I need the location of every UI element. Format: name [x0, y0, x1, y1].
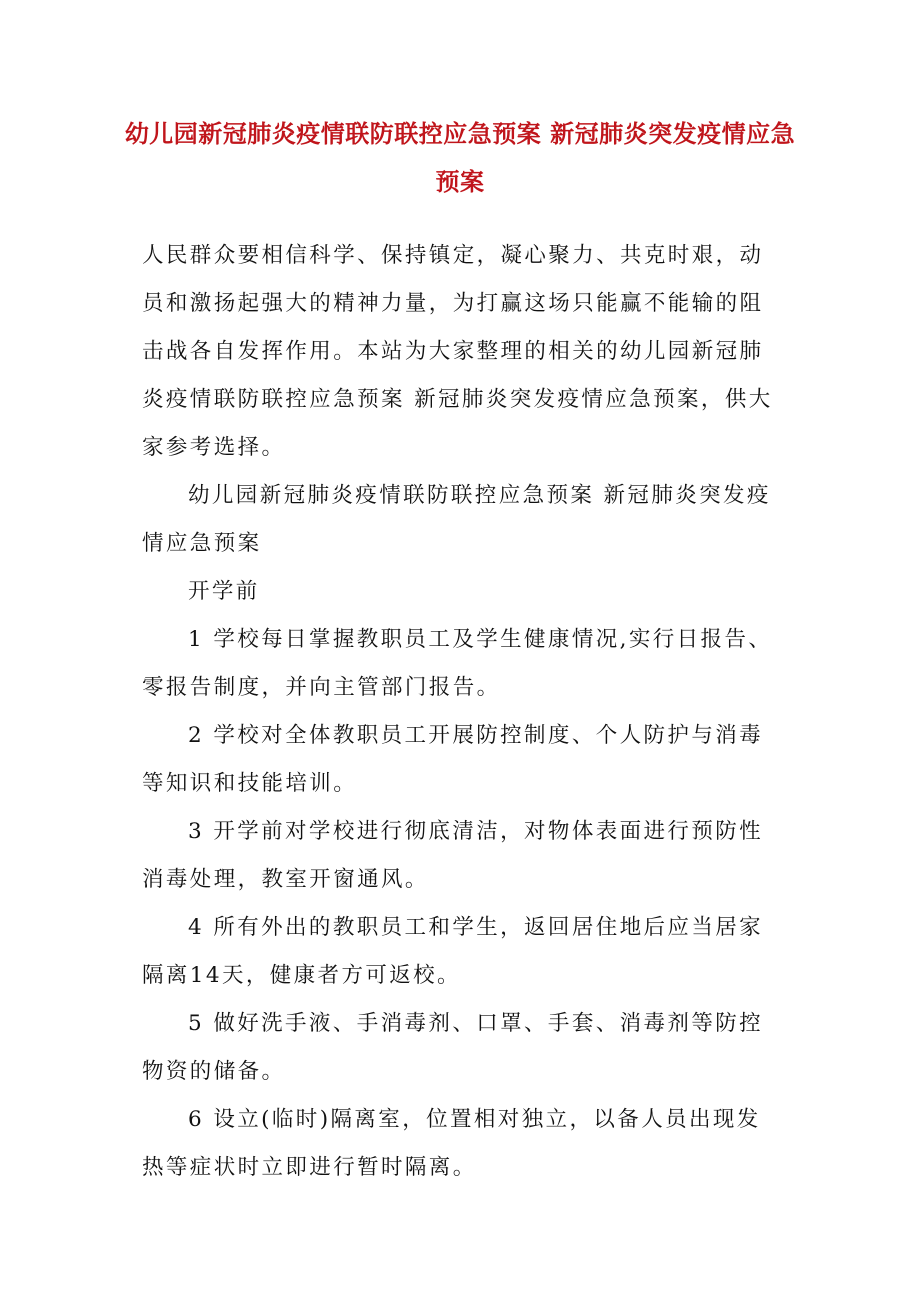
- list-item-2: 2 学校对全体教职员工开展防控制度、个人防护与消毒等知识和技能培训。: [142, 723, 764, 796]
- list-item-5: 5 做好洗手液、手消毒剂、口罩、手套、消毒剂等防控物资的储备。: [142, 1011, 764, 1084]
- intro-paragraph: 人民群众要相信科学、保持镇定，凝心聚力、共克时艰，动员和激扬起强大的精神力量，为打赢这场只能赢不能输的阻击战各自发挥作用。本站为大家整理的相关的幼儿园新冠肺炎疫情联防联控应急预案 新冠肺炎突发疫情应急预案，供大家参考选择。: [142, 243, 773, 460]
- document-title: 幼儿园新冠肺炎疫情联防联控应急预案 新冠肺炎突发疫情应急预案: [124, 120, 796, 196]
- list-item-1: 1 学校每日掌握教职员工及学生健康情况,实行日报告、零报告制度，并向主管部门报告。: [142, 627, 773, 700]
- list-item-6: 6 设立(临时)隔离室，位置相对独立，以备人员出现发热等症状时立即进行暂时隔离。: [142, 1107, 761, 1180]
- section-heading-repeat: 幼儿园新冠肺炎疫情联防联控应急预案 新冠肺炎突发疫情应急预案: [142, 483, 771, 556]
- document-body: [142, 232, 784, 1192]
- list-item-4: 4 所有外出的教职员工和学生，返回居住地后应当居家隔离14天，健康者方可返校。: [142, 915, 764, 988]
- list-item-3: 3 开学前对学校进行彻底清洁，对物体表面进行预防性消毒处理，教室开窗通风。: [142, 819, 764, 892]
- section-heading-before-school: 开学前: [188, 579, 260, 604]
